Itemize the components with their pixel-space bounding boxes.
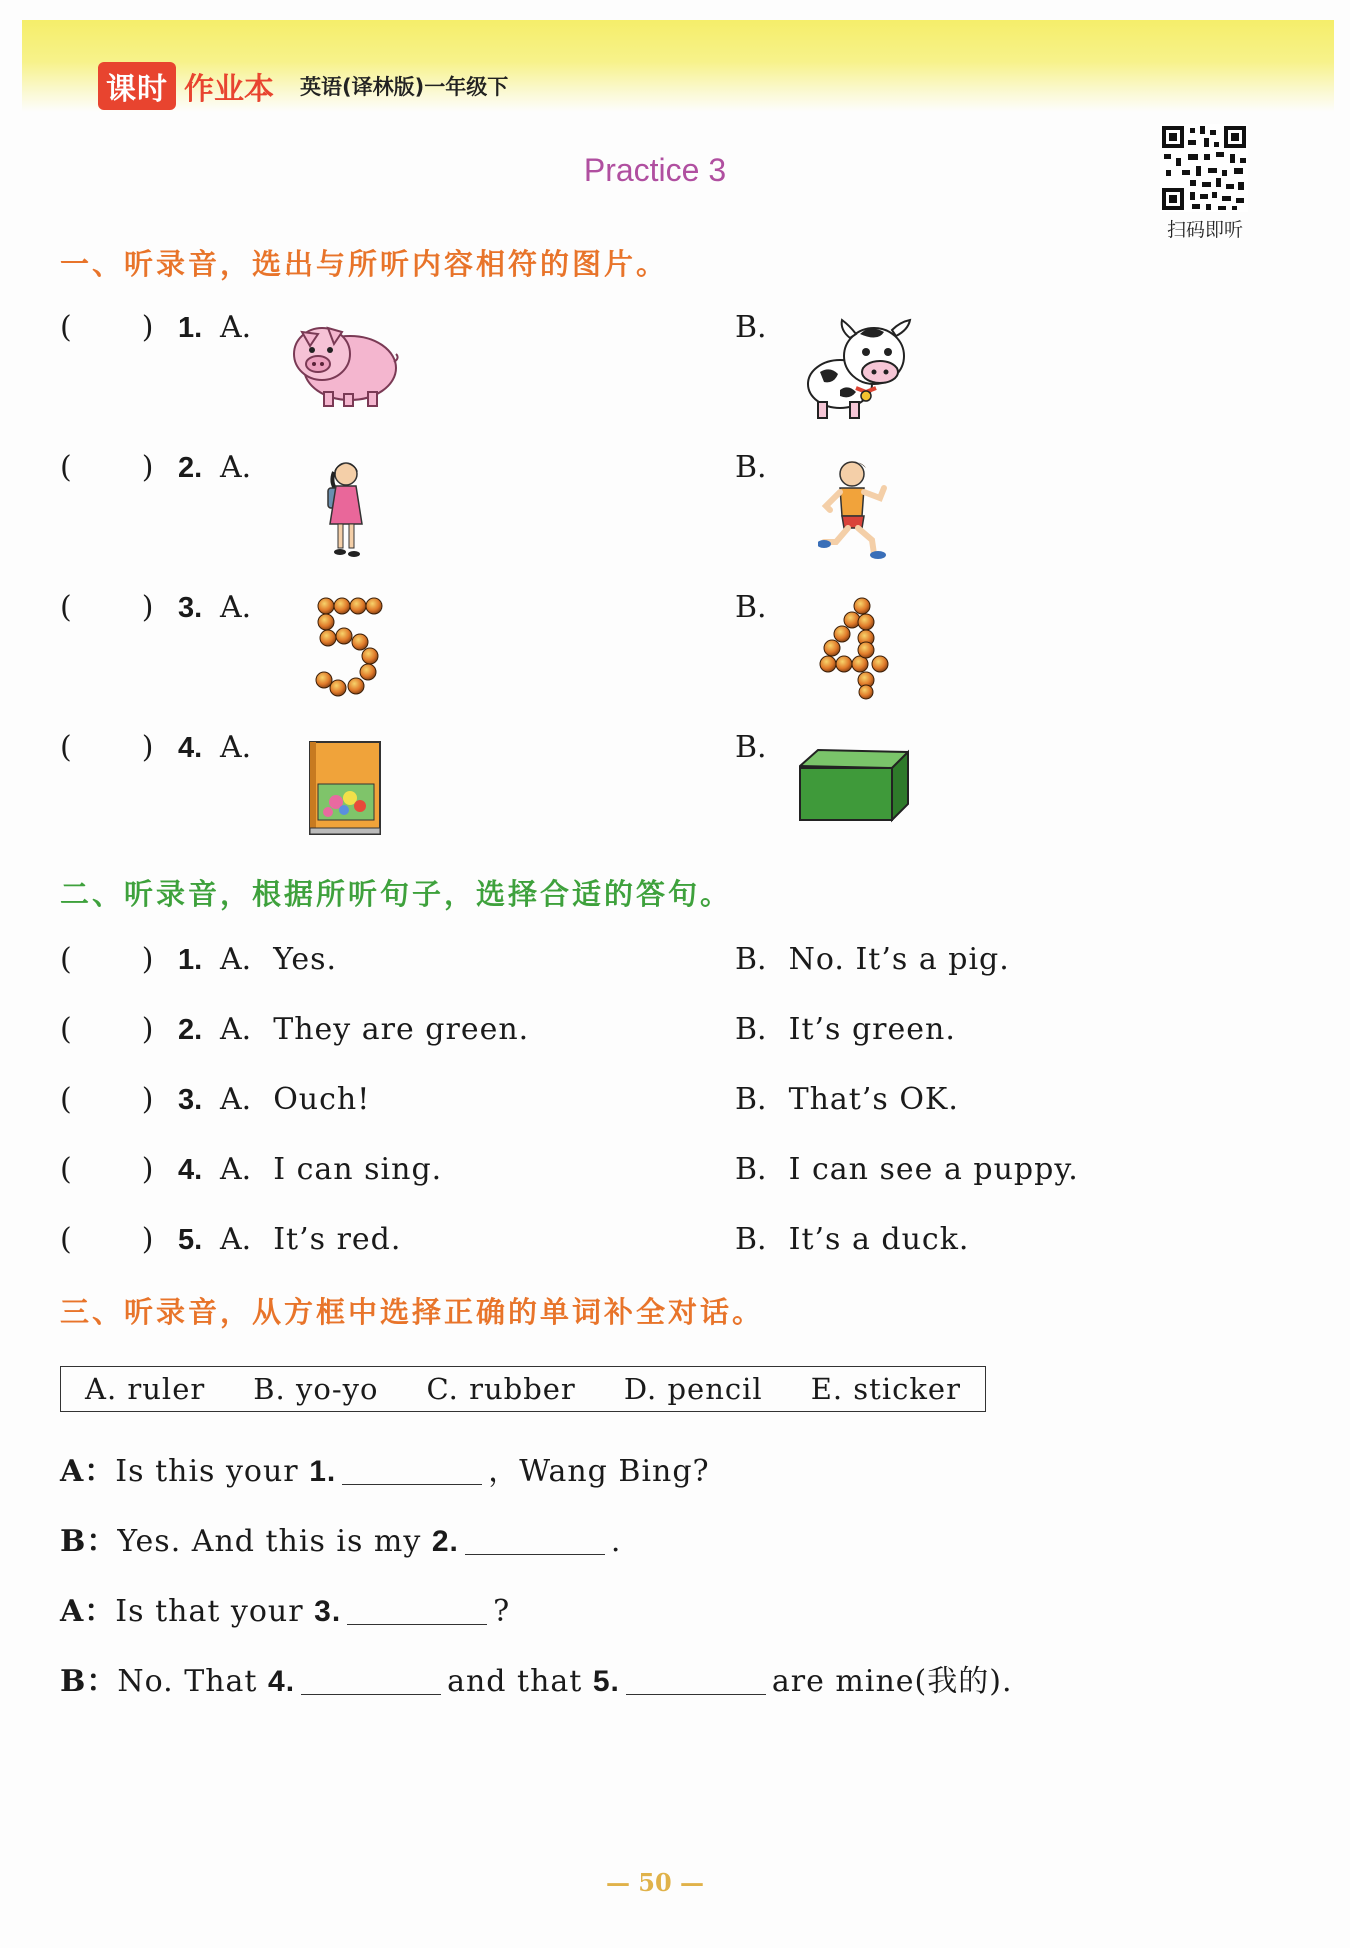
question-number: 4. [178, 732, 203, 764]
word-bank-box [60, 1366, 986, 1412]
question-number: 2. [178, 452, 203, 484]
speaker-label: B： [60, 1664, 118, 1699]
speaker-label: A： [60, 1454, 116, 1489]
green-box-picture[interactable] [796, 748, 912, 824]
question-number: 5. [178, 1224, 203, 1256]
section1-question-4 [60, 730, 1310, 780]
section2-question-1 [60, 942, 1310, 992]
answer-blank-4[interactable] [301, 1694, 441, 1695]
pig-picture[interactable] [288, 318, 400, 410]
section1-question-3 [60, 590, 1310, 640]
number-five-balls[interactable] [314, 596, 386, 700]
word-option-e: E. sticker [810, 1372, 961, 1406]
word-option-c: C. rubber [426, 1372, 576, 1406]
answer-paren[interactable]: ( ) [60, 450, 154, 485]
word-option-a: A. ruler [85, 1372, 206, 1406]
answer-paren[interactable]: ( ) [60, 1152, 154, 1187]
brand-name: 作业本 [184, 72, 274, 107]
dialog-line-2: B：Yes. And this is my 2. . [60, 1524, 622, 1559]
answer-paren[interactable]: ( ) [60, 1082, 154, 1117]
option-b-label: B. [735, 730, 767, 765]
boy-running-picture[interactable] [818, 458, 894, 560]
speaker-label: B： [60, 1524, 118, 1559]
option-a-label: A. [220, 450, 252, 485]
answer-paren[interactable]: ( ) [60, 942, 154, 977]
book-info: 英语(译林版)一年级下 [300, 75, 509, 99]
section2-question-3 [60, 1082, 1310, 1132]
question-number: 1. [178, 944, 203, 976]
word-option-d: D. pencil [623, 1372, 763, 1406]
page-number: — 50 — [605, 1868, 705, 1897]
answer-paren[interactable]: ( ) [60, 1012, 154, 1047]
girl-picture[interactable] [318, 458, 374, 562]
question-number: 3. [178, 1084, 203, 1116]
answer-blank-2[interactable] [465, 1554, 605, 1555]
option-a-label: A. [220, 730, 252, 765]
number-four-balls[interactable] [818, 596, 892, 700]
answer-blank-3[interactable] [347, 1624, 487, 1625]
option-b: B. No. It’s a pig. [735, 942, 1010, 977]
section2-question-5 [60, 1222, 1310, 1272]
book-picture[interactable] [306, 740, 384, 838]
section1-question-1 [60, 310, 1310, 360]
option-b-label: B. [735, 590, 767, 625]
option-a: A. I can sing. [220, 1152, 443, 1187]
section1-question-2 [60, 450, 1310, 500]
section-1-heading: 一、听录音，选出与所听内容相符的图片。 [60, 247, 669, 281]
option-a-label: A. [220, 590, 252, 625]
option-a: A. They are green. [220, 1012, 530, 1047]
cow-picture[interactable] [800, 316, 914, 420]
option-b-label: B. [735, 310, 767, 345]
option-a: A. Yes. [220, 942, 338, 977]
option-b: B. It’s a duck. [735, 1222, 970, 1257]
dialog-line-4: B：No. That 4. and that 5. are mine(我的). [60, 1664, 1013, 1699]
brand [98, 62, 508, 110]
answer-paren[interactable]: ( ) [60, 1222, 154, 1257]
question-number: 4. [178, 1154, 203, 1186]
answer-paren[interactable]: ( ) [60, 590, 154, 625]
option-a: A. Ouch! [220, 1082, 371, 1117]
dialog-line-1: A：Is this your 1. ，Wang Bing? [60, 1454, 710, 1489]
section-2-heading: 二、听录音，根据所听句子，选择合适的答句。 [60, 877, 733, 911]
answer-paren[interactable]: ( ) [60, 310, 154, 345]
option-b: B. That’s OK. [735, 1082, 959, 1117]
word-option-b: B. yo-yo [253, 1372, 379, 1406]
speaker-label: A： [60, 1594, 116, 1629]
dialog-line-3: A：Is that your 3. ? [60, 1594, 511, 1629]
option-b-label: B. [735, 450, 767, 485]
question-number: 2. [178, 1014, 203, 1046]
qr-caption: 扫码即听 [1166, 219, 1243, 241]
answer-blank-5[interactable] [626, 1694, 766, 1695]
section2-question-4 [60, 1152, 1310, 1202]
section-3-heading: 三、听录音，从方框中选择正确的单词补全对话。 [60, 1295, 765, 1329]
option-a-label: A. [220, 310, 252, 345]
question-number: 3. [178, 592, 203, 624]
answer-blank-1[interactable] [342, 1484, 482, 1485]
section2-question-2 [60, 1012, 1310, 1062]
answer-paren[interactable]: ( ) [60, 730, 154, 765]
question-number: 1. [178, 312, 203, 344]
page-title: Practice 3 [583, 152, 727, 188]
option-b: B. It’s green. [735, 1012, 956, 1047]
brand-badge: 课时 [98, 62, 176, 110]
option-b: B. I can see a puppy. [735, 1152, 1079, 1187]
option-a: A. It’s red. [220, 1222, 402, 1257]
